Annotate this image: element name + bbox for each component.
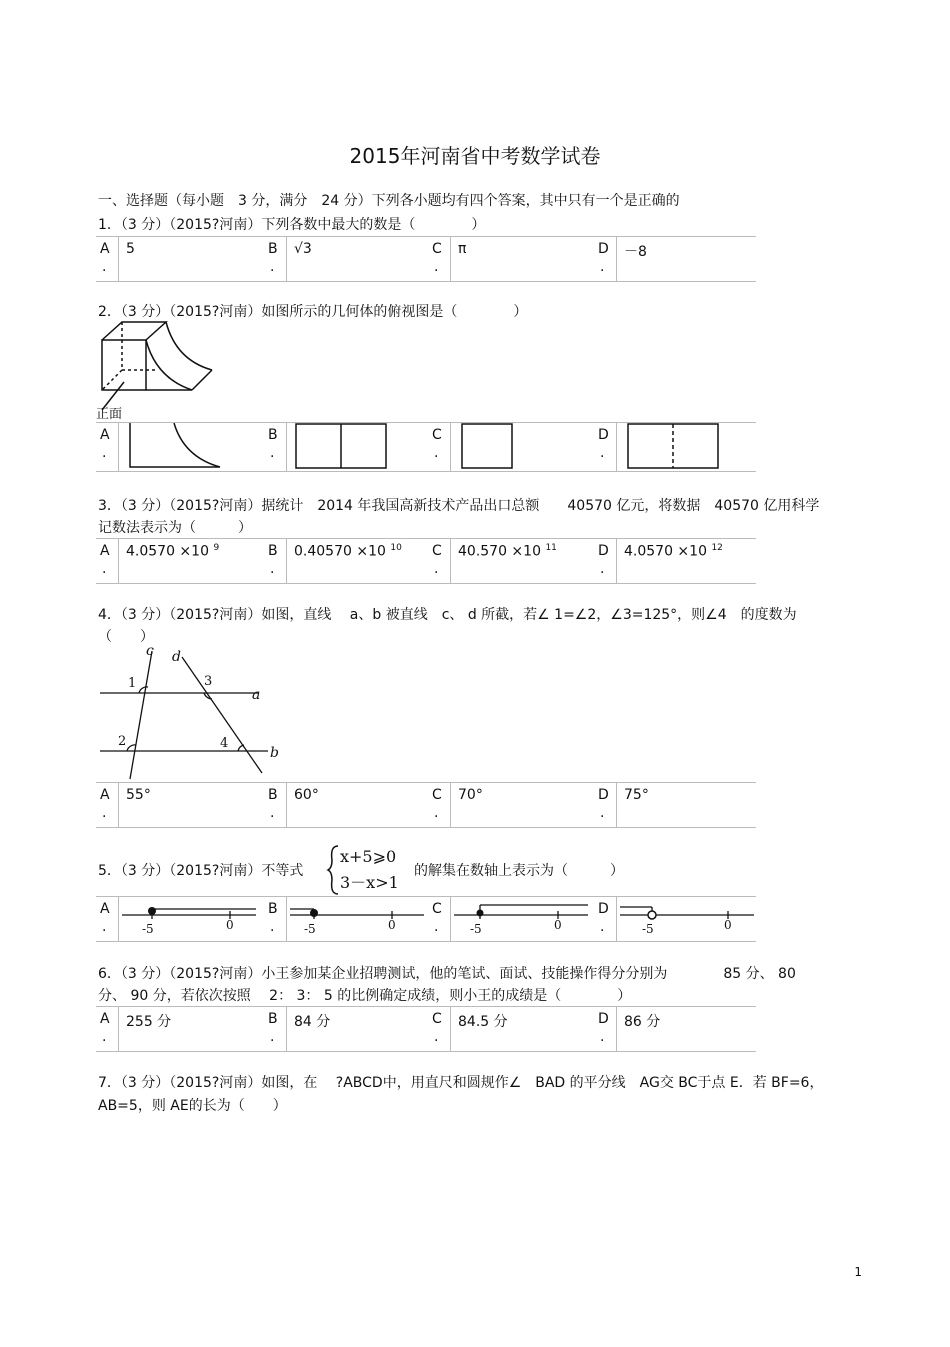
option-value: 84.5 分	[458, 1014, 508, 1030]
question-5-options: A . -5 0 B . -5 0 C . -5 0 D . -5 0	[96, 896, 756, 942]
option-base: 4.0570 ×10	[126, 543, 209, 560]
option-value: 86 分	[624, 1014, 661, 1030]
option-label: B	[268, 427, 278, 443]
option-label: D	[598, 427, 609, 443]
option-value: π	[458, 241, 467, 257]
question-2-stem: 2．（3 分）（2015?河南）如图所示的几何体的俯视图是（ ）	[98, 304, 528, 320]
option-value: 55°	[126, 787, 151, 803]
label-c: c	[146, 643, 154, 659]
question-4-options: A . 55° B . 60° C . 70° D . 75°	[96, 782, 756, 828]
option-label: C	[432, 901, 442, 917]
question-6-stem-line2: 分、 90 分，若依次按照 2： 3： 5 的比例确定成绩，则小王的成绩是（ ）	[98, 988, 632, 1004]
question-3-stem-line2: 记数法表示为（ ）	[98, 520, 252, 536]
angle-2: 2	[118, 734, 127, 749]
option-label: A	[100, 787, 110, 803]
label-a: a	[252, 687, 261, 703]
number-line-a	[120, 899, 260, 939]
inequality-2: 3－x>1	[340, 873, 399, 892]
tick-zero: 0	[724, 918, 732, 932]
option-value: 84 分	[294, 1014, 331, 1030]
option-label: A	[100, 901, 110, 917]
angle-3: 3	[204, 674, 213, 689]
tick-minus5: -5	[470, 922, 482, 936]
option-label: D	[598, 787, 609, 803]
question-6-options: A . 255 分 B . 84 分 C . 84.5 分 D . 86 分	[96, 1006, 756, 1052]
option-value: 60°	[294, 787, 319, 803]
lines-figure	[96, 643, 286, 781]
question-1-options: A . 5 B . √3 C . π D . －8	[96, 236, 756, 282]
option-value: －8	[624, 244, 647, 260]
angle-4: 4	[220, 736, 229, 751]
solid-figure	[96, 318, 226, 422]
tick-minus5: -5	[304, 922, 316, 936]
question-3-options: A . 4.0570 ×10 $^9$ B . 0.40570 ×10 $^{10}$ C . 40.570 ×10 $^{11}$ D . 4.0570 ×10 $^{12}$	[96, 538, 756, 584]
option-exponent: 11	[545, 543, 557, 553]
tick-minus5: -5	[142, 922, 154, 936]
option-label: A	[100, 1011, 110, 1027]
question-7-stem-line2: AB=5，则 AE的长为（ ）	[98, 1098, 287, 1114]
option-base: 0.40570 ×10	[294, 543, 386, 560]
top-view-c	[460, 423, 516, 471]
option-label: D	[598, 543, 609, 559]
label-b: b	[270, 745, 279, 761]
front-label: 正面	[96, 407, 123, 422]
inequality-1: x+5⩾0	[340, 847, 397, 866]
option-label: A	[100, 427, 110, 443]
option-exponent: 12	[711, 543, 723, 553]
option-label: D	[598, 241, 609, 257]
number-line-c	[452, 899, 592, 939]
option-label: C	[432, 787, 442, 803]
label-d: d	[172, 649, 181, 665]
top-view-d	[626, 423, 722, 471]
option-value: 70°	[458, 787, 483, 803]
option-value: 255 分	[126, 1014, 172, 1030]
option-label: B	[268, 241, 278, 257]
top-view-b	[294, 423, 390, 471]
option-value: √3	[294, 241, 312, 257]
option-label: C	[432, 241, 442, 257]
number-line-b	[288, 899, 428, 939]
question-6-stem-line1: 6．（3 分）（2015?河南）小王参加某企业招聘测试，他的笔试、面试、技能操作得分分别为 85 分、 80	[98, 966, 796, 982]
question-5-stem-post: 的解集在数轴上表示为（ ）	[414, 863, 624, 879]
option-label: B	[268, 1011, 278, 1027]
section-heading: 一、选择题（每小题 3 分，满分 24 分）下列各小题均有四个答案，其中只有一个是正确的	[98, 193, 680, 209]
option-label: B	[268, 543, 278, 559]
option-label: A	[100, 543, 110, 559]
option-label: B	[268, 787, 278, 803]
option-value: 75°	[624, 787, 649, 803]
tick-zero: 0	[226, 918, 234, 932]
tick-zero: 0	[554, 918, 562, 932]
page-title: 2015年河南省中考数学试卷	[349, 144, 601, 168]
question-7-stem-line1: 7．（3 分）（2015?河南）如图，在 ?ABCD中，用直尺和圆规作∠ BAD 的平分线 AG交 BC于点 E．若 BF=6，	[98, 1075, 824, 1091]
top-view-a	[126, 423, 222, 469]
option-value: 5	[126, 241, 135, 257]
option-label: D	[598, 1011, 609, 1027]
page-number: 1	[854, 1265, 862, 1279]
question-4-stem-line2: （ ）	[98, 629, 154, 645]
question-5-stem-pre: 5．（3 分）（2015?河南）不等式	[98, 863, 304, 879]
option-label: B	[268, 901, 278, 917]
option-exponent: 10	[390, 543, 402, 553]
angle-1: 1	[128, 676, 137, 691]
inequality-system	[326, 842, 412, 898]
option-label: C	[432, 427, 442, 443]
tick-minus5: -5	[642, 922, 654, 936]
question-3-stem-line1: 3．（3 分）（2015?河南）据统计 2014 年我国高新技术产品出口总额 40570 亿元，将数据 40570 亿用科学	[98, 498, 820, 514]
option-label: D	[598, 901, 609, 917]
question-1-stem: 1．（3 分）（2015?河南）下列各数中最大的数是（ ）	[98, 217, 486, 233]
option-base: 40.570 ×10	[458, 543, 541, 560]
tick-zero: 0	[388, 918, 396, 932]
option-label: C	[432, 543, 442, 559]
number-line-d	[618, 899, 758, 939]
question-4-stem-line1: 4．（3 分）（2015?河南）如图，直线 a、b 被直线 c、 d 所截，若∠ 1=∠2，∠3=125°，则∠4 的度数为	[98, 607, 797, 623]
question-2-options: A . B . C . D .	[96, 422, 756, 472]
option-label: C	[432, 1011, 442, 1027]
option-label: A	[100, 241, 110, 257]
option-exponent: 9	[213, 543, 220, 553]
option-base: 4.0570 ×10	[624, 543, 707, 560]
